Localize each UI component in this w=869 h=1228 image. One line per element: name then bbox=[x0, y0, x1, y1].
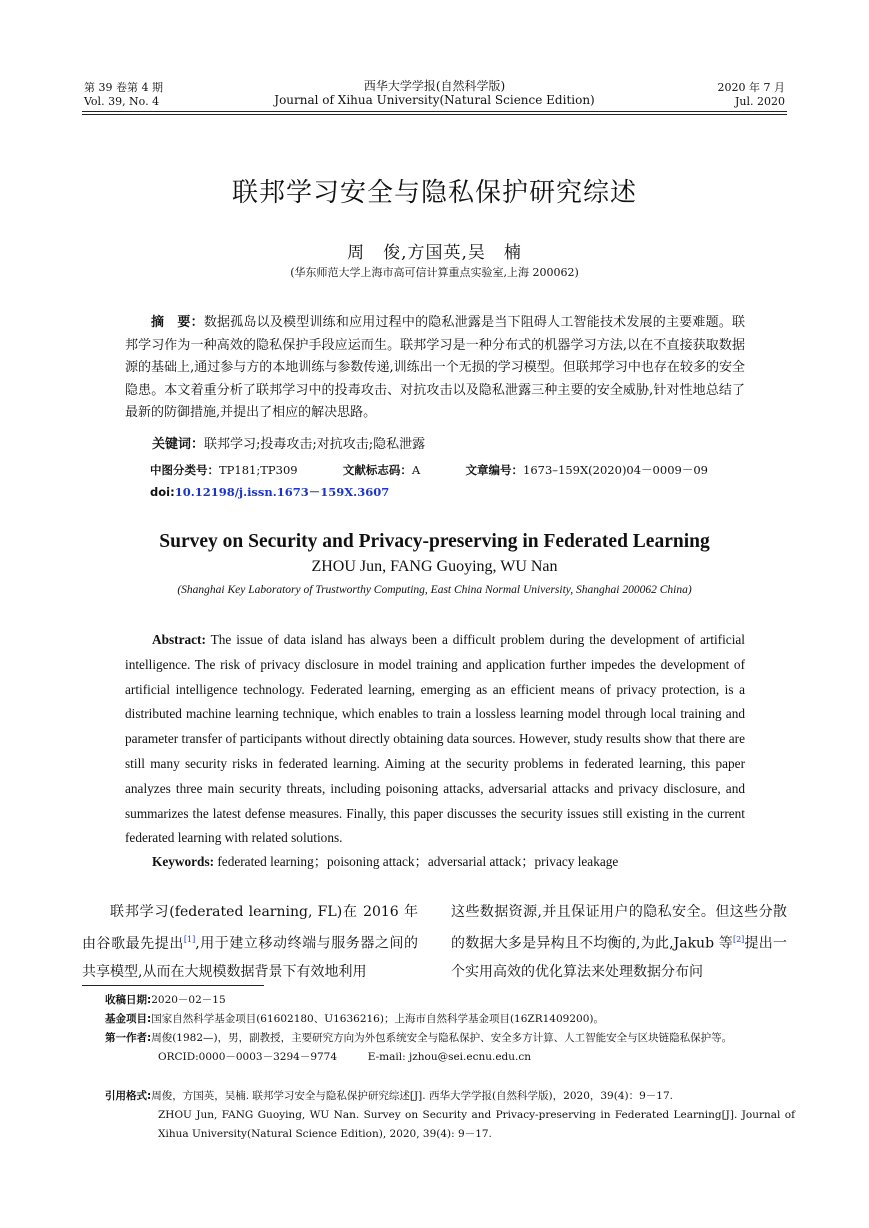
body-text: 联邦学习(federated learning, FL)在 2016 年由谷歌最先提出 bbox=[82, 904, 418, 952]
doi-link[interactable]: 10.12198/j.issn.1673－159X.3607 bbox=[174, 485, 390, 499]
received-date: 收稿日期:2020－02－15 bbox=[105, 994, 226, 1006]
article-title-en: Survey on Security and Privacy-preserving in Federated Learning bbox=[159, 531, 710, 552]
fund-info: 基金项目:国家自然科学基金项目(61602180、U1636216)；上海市自然科学基金项目(16ZR1409200)。 bbox=[105, 1013, 604, 1025]
article-number-value: 1673–159X(2020)04－0009－09 bbox=[523, 463, 708, 477]
footnotes bbox=[105, 991, 795, 1067]
authors-en: ZHOU Jun, FANG Guoying, WU Nan bbox=[311, 558, 558, 575]
article-number-label: 文章编号： bbox=[465, 463, 524, 477]
issue-date: 2020 年 7 月 Jul. 2020 bbox=[717, 81, 785, 108]
authors-cn: 周 俊,方国英,吴 楠 bbox=[347, 243, 522, 263]
doc-code-value: A bbox=[411, 463, 421, 477]
author-email: E-mail: jzhou@sei.ecnu.edu.cn bbox=[367, 1051, 532, 1063]
clc-label: 中图分类号： bbox=[150, 463, 219, 477]
header-rule-2 bbox=[82, 114, 787, 115]
affiliation-cn: (华东师范大学上海市高可信计算重点实验室,上海 200062) bbox=[290, 266, 579, 279]
citation-ref-2[interactable]: [2] bbox=[732, 935, 745, 944]
body-text: 提出一个实用高效的优化算法来处理数据分布问 bbox=[451, 935, 787, 980]
doi-line bbox=[150, 484, 389, 500]
abstract-cn bbox=[125, 312, 745, 425]
doi-label: doi: bbox=[150, 485, 175, 499]
keywords-en-text: federated learning；poisoning attack；adversarial attack；privacy leakage bbox=[217, 854, 619, 869]
body-text: ,用于建立移动终端与服务器之间的共享模型,从而在大规模数据背景下有效地利用 bbox=[82, 935, 419, 980]
article-title-cn: 联邦学习安全与隐私保护研究综述 bbox=[231, 178, 637, 208]
doc-code-label: 文献标志码： bbox=[342, 463, 412, 477]
keywords-cn-text: 联邦学习;投毒攻击;对抗攻击;隐私泄露 bbox=[204, 437, 426, 452]
keywords-cn-label: 关键词： bbox=[152, 437, 205, 452]
header-rule bbox=[82, 111, 787, 112]
classification-line bbox=[150, 462, 770, 478]
abstract-en-label: Abstract: bbox=[152, 632, 206, 647]
keywords-cn bbox=[152, 434, 752, 457]
keywords-en-label: Keywords: bbox=[152, 854, 215, 869]
clc-value: TP181;TP309 bbox=[219, 463, 298, 477]
journal-name: 西华大学学报(自然科学版) Journal of Xihua University(Natural Science Edition) bbox=[274, 79, 595, 107]
abstract-cn-text: 数据孤岛以及模型训练和应用过程中的隐私泄露是当下阻碍人工智能技术发展的主要难题。联邦学习作为一种高效的隐私保护手段应运而生。联邦学习是一种分布式的机器学习方法,以在不直接获取数据源的基础上,通过参与方的本地训练与参数传递,训练出一个无损的学习模型。但联邦学习中也存在较多的安全隐患。本文着重分析了联邦学习中的投毒攻击、对抗攻击以及隐私泄露三种主要的安全威胁,针对性地总结了最新的防御措施,并提出了相应的解决思路。 bbox=[125, 315, 745, 420]
abstract-en-text: The issue of data island has always been a difficult problem during the development of artificial intelligence. The risk of privacy disclosure in model training and application further impedes the development of artificial intelligence technology. Federated learning, emerging as an efficient means of privacy protection, is a distributed machine learning technique, which enables to train a lossless learning model through local training and parameter transfer of participants without directly obtaining data sources. However, study results show that there are still many security risks in federated learning. Aiming at the security problems in federated learning, this paper analyzes three main security threats, including poisoning attacks, adversarial attacks and privacy disclosure, and summarizes the latest defense measures. Finally, this paper discusses the security issues still existing in the current federated learning with related solutions. bbox=[125, 632, 745, 846]
abstract-en bbox=[125, 628, 745, 851]
volume-issue: 第 39 卷第 4 期 Vol. 39, No. 4 bbox=[84, 81, 163, 108]
affiliation-en: (Shanghai Key Laboratory of Trustworthy Computing, East China Normal University, Shanghai 200062 China) bbox=[177, 584, 692, 596]
body-text: 这些数据资源,并且保证用户的隐私安全。但这些分散的数据大多是异构且不均衡的,为此,Jakub 等 bbox=[451, 904, 787, 952]
citation-ref-1[interactable]: [1] bbox=[183, 935, 196, 944]
citation-en: ZHOU Jun, FANG Guoying, WU Nan. Survey on Security and Privacy-preserving in Federated Learning[J]. Journal of Xihua University(Natural Science Edition), 2020, 39(4): 9－17. bbox=[158, 1109, 795, 1140]
citation-label: 引用格式: bbox=[105, 1090, 152, 1102]
citation-cn: 周俊，方国英，吴楠. 联邦学习安全与隐私保护研究综述[J]. 西华大学学报(自然科学版)，2020，39(4)：9－17. bbox=[151, 1090, 673, 1102]
first-author-info: 第一作者:周俊(1982—)，男，副教授，主要研究方向为外包系统安全与隐私保护、安全多方计算、人工智能安全与区块链隐私保护等。 bbox=[105, 1032, 733, 1044]
body-right-column bbox=[451, 898, 787, 986]
orcid: ORCID:0000－0003－3294－9774 bbox=[158, 1051, 338, 1063]
citation-format bbox=[105, 1087, 795, 1144]
footnote-rule bbox=[82, 985, 264, 986]
keywords-en bbox=[152, 851, 618, 870]
abstract-cn-label: 摘 要： bbox=[151, 315, 204, 330]
body-left-column bbox=[82, 898, 418, 986]
orcid-email bbox=[105, 1048, 795, 1067]
